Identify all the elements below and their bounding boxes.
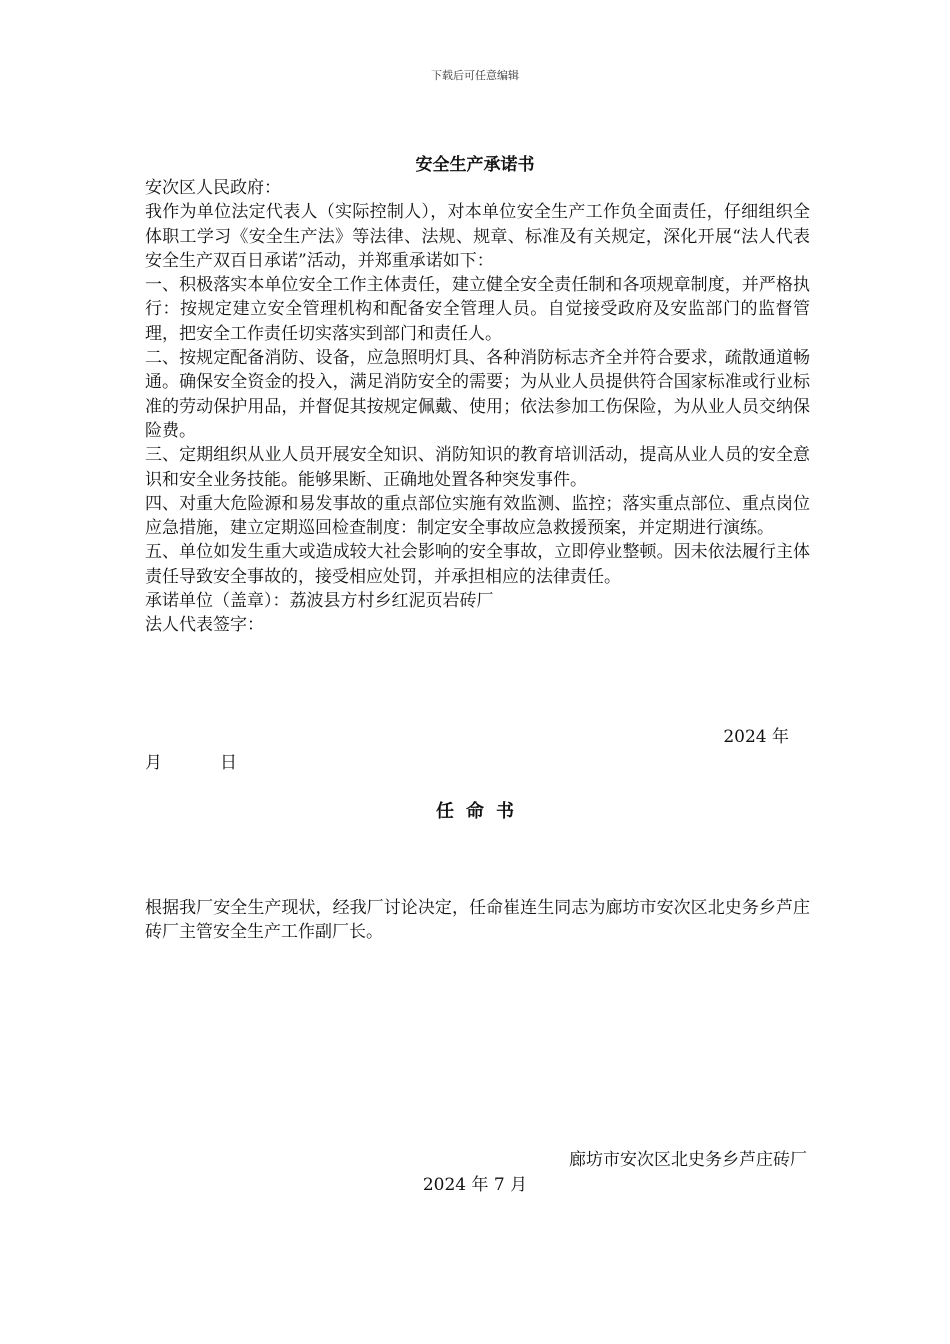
addressee: 安次区人民政府： — [145, 178, 281, 198]
commitment-item-2: 二、按规定配备消防、设备，应急照明灯具、各种消防标志齐全并符合要求，疏散通道畅通。确保安全资金的投入，满足消防安全的需要；为从业人员提供符合国家标准或行业标准的劳动保护用品，并督促其按规定佩戴、使用；依法参加工伤保险，为从业人员交纳保险费。 — [145, 348, 810, 441]
commitment-year: 2024 年 — [723, 727, 789, 747]
commitment-month-day — [145, 748, 237, 773]
commitment-title: 安全生产承诺书 — [415, 155, 535, 175]
appointment-body: 根据我厂安全生产现状，经我厂讨论决定，任命崔连生同志为廊坊市安次区北史务乡芦庄砖厂主管安全生产工作副厂长。 — [145, 898, 810, 943]
signature-line: 法人代表签字： — [145, 615, 264, 636]
appointment-body-block — [145, 896, 810, 945]
commitment-item-4: 四、对重大危险源和易发事故的重点部位实施有效监测、监控；落实重点部位、重点岗位应急措施，建立定期巡回检查制度：制定安全事故应急救援预案，并定期进行演练。 — [145, 493, 810, 539]
appointment-org-name: 廊坊市安次区北史务乡芦庄砖厂 — [569, 1150, 807, 1170]
commitment-item-1: 一、积极落实本单位安全工作主体责任，建立健全安全责任制和各项规章制度，并严格执行：按规定建立安全管理机构和配备安全管理人员。自觉接受政府及安监部门的监督管理，把安全工作责任切实落实到部门和责任人。 — [145, 275, 810, 344]
commitment-body — [145, 176, 810, 638]
month-label: 月 — [145, 753, 162, 773]
commitment-item-3: 三、定期组织从业人员开展安全知识、消防知识的教育培训活动，提高从业人员的安全意识和安全业务技能。能够果断、正确地处置各种突发事件。 — [145, 445, 810, 490]
intro-paragraph: 我作为单位法定代表人（实际控制人），对本单位安全生产工作负全面责任，仔细组织全体职工学习《安全生产法》等法律、法规、规章、标准及有关规定，深化开展“法人代表安全生产双百日承诺”活动，并郑重承诺如下： — [145, 202, 810, 271]
header-note: 下载后可任意编辑 — [431, 69, 519, 82]
day-label: 日 — [220, 753, 237, 773]
committing-unit: 承诺单位（盖章）：荔波县方村乡红泥页岩砖厂 — [145, 591, 494, 612]
commitment-item-5: 五、单位如发生重大或造成较大社会影响的安全事故，立即停业整顿。因未依法履行主体责任导致安全事故的，接受相应处罚，并承担相应的法律责任。 — [145, 542, 810, 587]
appointment-date: 2024 年 7 月 — [422, 1175, 528, 1195]
appointment-title: 任命书 — [436, 801, 526, 822]
